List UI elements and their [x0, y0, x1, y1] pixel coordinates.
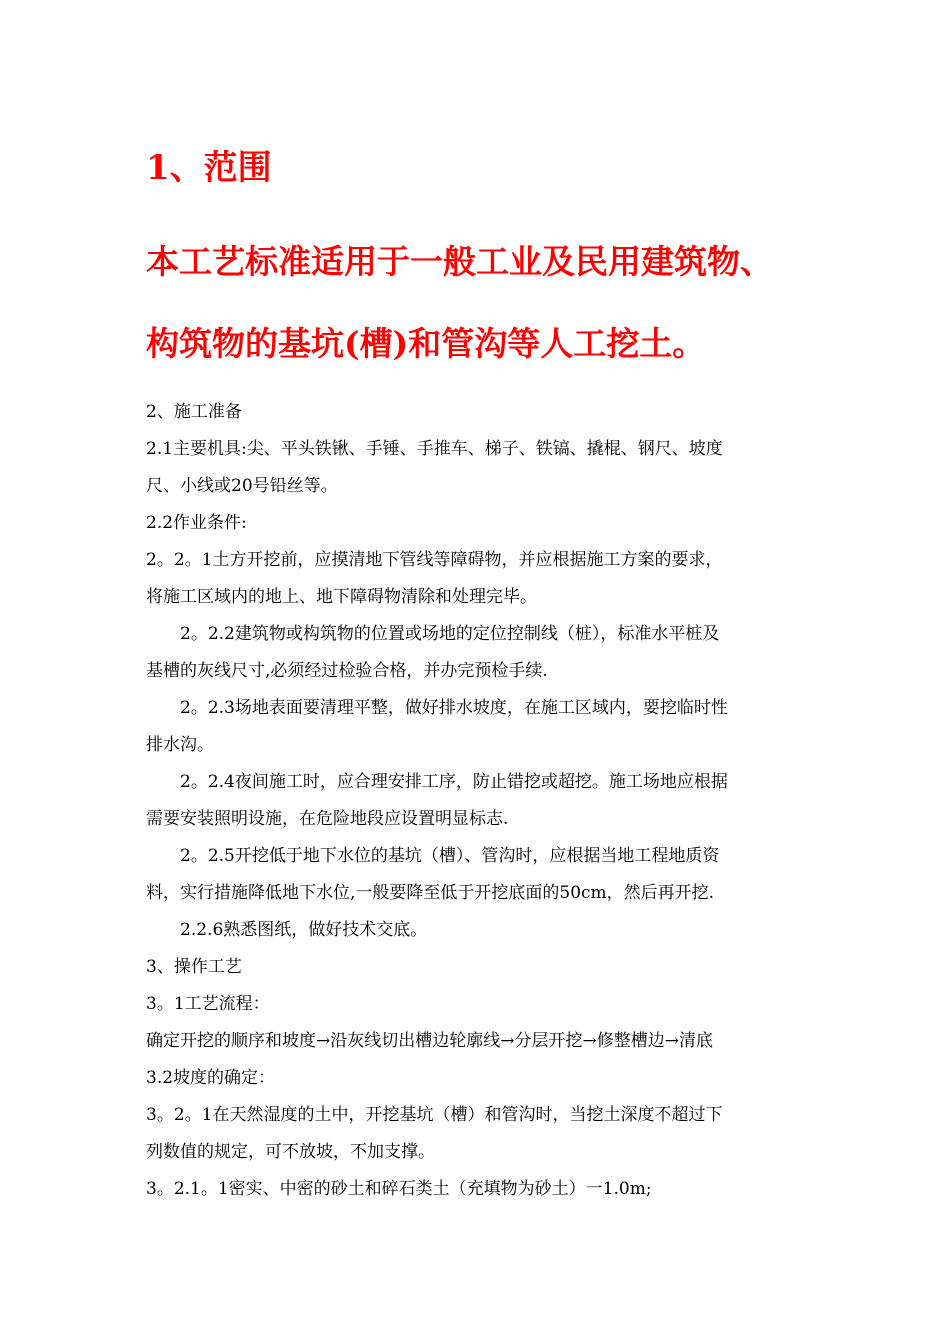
- body-line: 确定开挖的顺序和坡度→沿灰线切出槽边轮廓线→分层开挖→修整槽边→清底: [146, 1031, 713, 1051]
- body-line: 需要安装照明设施，在危险地段应设置明显标志.: [146, 809, 509, 829]
- body-line: 2。2.2建筑物或构筑物的位置或场地的定位控制线（桩），标准水平桩及: [180, 624, 720, 644]
- body-line: 2。2.3场地表面要清理平整，做好排水坡度，在施工区域内，要挖临时性: [180, 698, 728, 718]
- body-text: [146, 394, 811, 1208]
- body-line: 3。1工艺流程：: [146, 994, 270, 1014]
- body-line: 列数值的规定，可不放坡，不加支撑。: [146, 1142, 435, 1162]
- body-line: 2.2.6熟悉图纸，做好技术交底。: [180, 920, 428, 940]
- body-line: 排水沟。: [146, 735, 214, 755]
- body-line: 2.2作业条件:: [146, 513, 247, 533]
- body-line: 2。2.4夜间施工时，应合理安排工序，防止错挖或超挖。施工场地应根据: [180, 772, 728, 792]
- body-line: 料，实行措施降低地下水位,一般要降至低于开挖底面的50cm，然后再开挖.: [146, 883, 715, 903]
- body-line: 基槽的灰线尺寸,必须经过检验合格，并办完预检手续.: [146, 661, 548, 681]
- body-line: 2、施工准备: [146, 402, 242, 422]
- body-line: 2。2.5开挖低于地下水位的基坑（槽）、管沟时，应根据当地工程地质资: [180, 846, 720, 866]
- body-line: 3。2.1。1密实、中密的砂土和碎石类土（充填物为砂土）一1.0m;: [146, 1179, 652, 1199]
- body-line: 尺、小线或20号铅丝等。: [146, 476, 338, 496]
- body-line: 2。2。1土方开挖前，应摸清地下管线等障碍物，并应根据施工方案的要求，: [146, 550, 723, 570]
- intro-line-1: 本工艺标准适用于一般工业及民用建筑物、: [146, 242, 773, 281]
- intro-line-2: 构筑物的基坑(槽)和管沟等人工挖土。: [146, 324, 706, 363]
- section-heading: 1、范围: [146, 148, 272, 188]
- body-line: 2.1主要机具:尖、平头铁锹、手锤、手推车、梯子、铁镐、撬棍、钢尺、坡度: [146, 439, 723, 459]
- body-line: 3、操作工艺: [146, 957, 242, 977]
- body-line: 3.2坡度的确定：: [146, 1068, 276, 1088]
- body-line: 将施工区域内的地上、地下障碍物清除和处理完毕。: [146, 587, 537, 607]
- body-line: 3。2。1在天然湿度的土中，开挖基坑（槽）和管沟时，当挖土深度不超过下: [146, 1105, 723, 1125]
